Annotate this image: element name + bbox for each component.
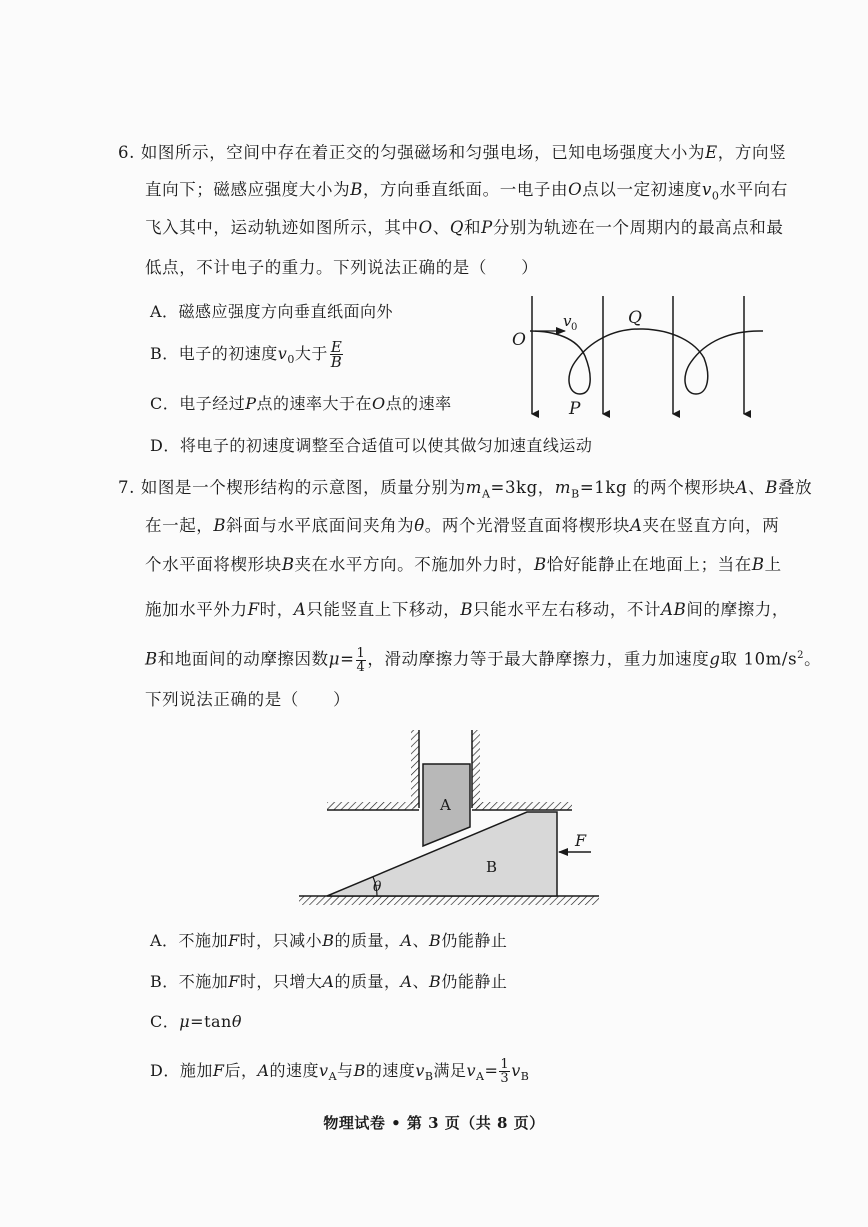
- q7-option-d[interactable]: D．施加F后，A的速度$v_A$与B的速度$v_B$满足$v_A=$ $\frac{1}{3}$ $v_B$: [150, 1057, 530, 1086]
- q7-line-2: 在一起，B斜面与水平底面间夹角为θ。两个光滑竖直面将楔形块A夹在竖直方向，两: [145, 516, 780, 535]
- q7-number: 7.: [118, 478, 135, 497]
- q7-line-4: 施加水平外力F时，A只能竖直上下移动，B只能水平左右移动，不计AB间的摩擦力，: [145, 600, 790, 619]
- label-b: B: [486, 858, 498, 876]
- q6-option-c[interactable]: C．电子经过P点的速率大于在O点的速率: [150, 394, 452, 413]
- q7-option-b[interactable]: B．不施加F时，只增大A的质量，A、B仍能静止: [150, 972, 508, 991]
- q6-line-3: 飞入其中，运动轨迹如图所示，其中O、Q和P分别为轨迹在一个周期内的最高点和最: [145, 218, 784, 237]
- ground-hatch: [299, 896, 599, 905]
- q6-line-4: 低点，不计电子的重力。下列说法正确的是（ ）: [145, 258, 539, 277]
- q7-line-3: 个水平面将楔形块B夹在水平方向。不施加外力时，B恰好能静止在地面上；当在B上: [145, 555, 782, 574]
- label-f: F: [575, 831, 587, 850]
- q6-number: 6.: [118, 143, 135, 162]
- fraction-e-over-b: $\frac{E}{B}$: [330, 338, 343, 371]
- q7-line-5: B和地面间的动摩擦因数μ= $\frac{1}{4}$ ，滑动摩擦力等于最大静摩擦力，重力加速度g取 $10m/s^2$。: [145, 645, 822, 675]
- electron-trajectory: [530, 329, 763, 394]
- label-v-sub: 0: [571, 322, 578, 333]
- q7-wedge-figure: [295, 728, 605, 918]
- page-footer: 物理试卷 • 第 3 页（共 8 页）: [323, 1114, 545, 1132]
- q7-line-1: 7. 如图是一个楔形结构的示意图，质量分别为$m_A=3kg$，$m_B=1kg$ 的两个楔形块A、B叠放: [118, 478, 813, 501]
- q7-line-6: 下列说法正确的是（ ）: [145, 690, 351, 709]
- left-wall-hatch: [411, 730, 419, 808]
- q6-option-d[interactable]: D．将电子的初速度调整至合适值可以使其做匀加速直线运动: [150, 436, 593, 455]
- label-p: P: [569, 399, 581, 419]
- fraction-one-third: $\frac{1}{3}$: [500, 1057, 510, 1086]
- q6-option-b[interactable]: B．电子的初速度$v_0$大于 $\frac{E}{B}$: [150, 338, 343, 371]
- left-ceiling-hatch: [327, 802, 419, 810]
- right-ceiling-hatch: [472, 802, 572, 810]
- label-q: Q: [628, 308, 642, 328]
- label-a: A: [440, 796, 451, 814]
- right-wall-hatch: [472, 730, 480, 808]
- q7-option-a[interactable]: A．不施加F时，只减小B的质量，A、B仍能静止: [150, 931, 508, 950]
- label-o: O: [512, 330, 526, 350]
- label-theta: θ: [373, 879, 382, 895]
- q6-line-2: 直向下；磁感应强度大小为B，方向垂直纸面。一电子由O点以一定初速度$v_0$水平向右: [145, 180, 788, 203]
- q6-line-1: 6. 如图所示，空间中存在着正交的匀强磁场和匀强电场，已知电场强度大小为E，方向竖: [118, 143, 787, 162]
- q6-option-a[interactable]: A．磁感应强度方向垂直纸面向外: [150, 302, 394, 321]
- q6-trajectory-figure: [505, 288, 775, 423]
- fraction-one-quarter: $\frac{1}{4}$: [356, 645, 366, 675]
- q7-option-c[interactable]: C．μ=tanθ: [150, 1012, 242, 1031]
- label-v: v: [563, 312, 572, 330]
